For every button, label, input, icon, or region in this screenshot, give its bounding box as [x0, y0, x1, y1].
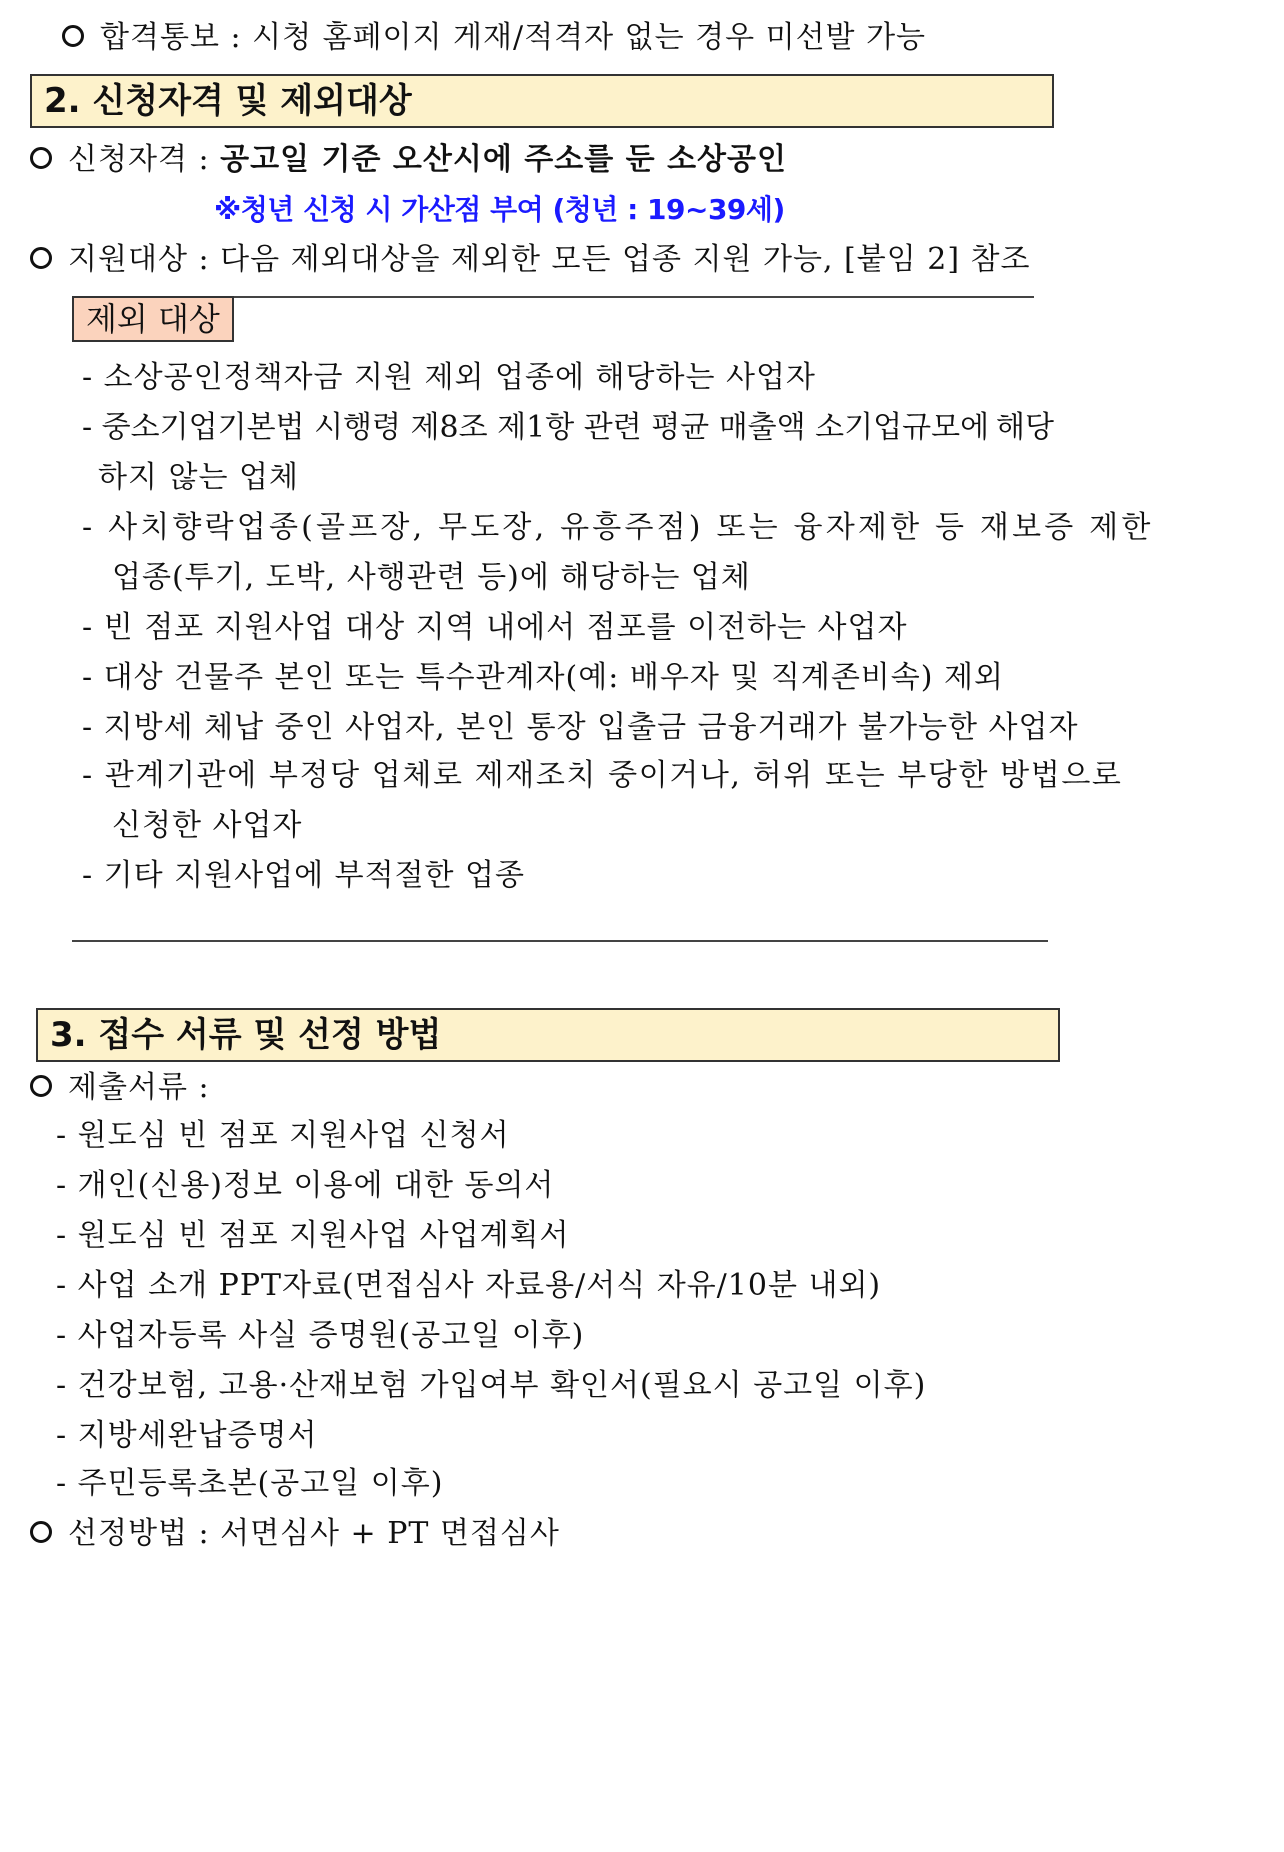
exclusion-item: - 지방세 체납 중인 사업자, 본인 통장 입출금 금융거래가 불가능한 사업자 — [82, 710, 1079, 745]
exclusion-item-continuation: 신청한 사업자 — [112, 808, 303, 843]
documents-label: 제출서류 : — [68, 1070, 210, 1105]
notice-line — [62, 18, 926, 58]
section-3-title: 3. 접수 서류 및 선정 방법 — [50, 1015, 442, 1055]
document-item: - 원도심 빈 점포 지원사업 사업계획서 — [56, 1218, 570, 1253]
eligibility-label: 신청자격 : — [68, 142, 221, 177]
document-item: - 개인(신용)정보 이용에 대한 동의서 — [56, 1168, 555, 1203]
notice-text: 합격통보 : 시청 홈페이지 게재/적격자 없는 경우 미선발 가능 — [100, 20, 927, 55]
exclusion-bottom-rule — [72, 940, 1048, 942]
exclusion-item: - 대상 건물주 본인 또는 특수관계자(예: 배우자 및 직계존비속) 제외 — [82, 660, 1004, 695]
section-2-header — [30, 74, 1054, 128]
document-item: - 원도심 빈 점포 지원사업 신청서 — [56, 1118, 510, 1153]
section-3-header — [36, 1008, 1060, 1062]
exclusion-item: - 소상공인정책자금 지원 제외 업종에 해당하는 사업자 — [82, 360, 816, 395]
section-2-title: 2. 신청자격 및 제외대상 — [44, 81, 412, 121]
circle-bullet-icon — [30, 1075, 52, 1097]
exclusion-item-continuation: 업종(투기, 도박, 사행관련 등)에 해당하는 업체 — [112, 560, 751, 595]
exclusion-item: - 빈 점포 지원사업 대상 지역 내에서 점포를 이전하는 사업자 — [82, 610, 908, 645]
circle-bullet-icon — [62, 25, 84, 47]
exclusion-item: - 기타 지원사업에 부적절한 업종 — [82, 858, 526, 893]
document-item: - 사업 소개 PPT자료(면접심사 자료용/서식 자유/10분 내외) — [56, 1268, 882, 1303]
exclusion-item: - 사치향락업종(골프장, 무도장, 유흥주점) 또는 융자제한 등 재보증 제한 — [82, 510, 1154, 545]
youth-bonus-note: ※청년 신청 시 가산점 부여 (청년 : 19~39세) — [214, 193, 785, 226]
circle-bullet-icon — [30, 1521, 52, 1543]
selection-method-line — [30, 1514, 560, 1554]
circle-bullet-icon — [30, 247, 52, 269]
eligibility-line — [30, 140, 787, 180]
circle-bullet-icon — [30, 147, 52, 169]
document-item: - 지방세완납증명서 — [56, 1418, 318, 1453]
documents-label-line — [30, 1068, 210, 1108]
exclusion-item-continuation: 하지 않는 업체 — [98, 460, 299, 495]
eligibility-value: 공고일 기준 오산시에 주소를 둔 소상공인 — [220, 142, 787, 177]
support-target-line — [30, 240, 1031, 280]
exclusion-item-text: - 중소기업기본법 시행령 제8조 제1항 관련 평균 매출액 소기업규모에 — [82, 410, 990, 445]
document-item: - 사업자등록 사실 증명원(공고일 이후) — [56, 1318, 585, 1353]
exclusion-item-text: 해당 — [996, 410, 1054, 445]
exclusion-item: - 관계기관에 부정당 업체로 제재조치 중이거나, 허위 또는 부당한 방법으로 — [82, 758, 1123, 793]
document-item: - 건강보험, 고용·산재보험 가입여부 확인서(필요시 공고일 이후) — [56, 1368, 927, 1403]
support-target-text: 지원대상 : 다음 제외대상을 제외한 모든 업종 지원 가능, [붙임 2] 참조 — [68, 242, 1031, 277]
exclusion-item — [82, 408, 1054, 448]
document-item: - 주민등록초본(공고일 이후) — [56, 1466, 444, 1501]
exclusion-tag: 제외 대상 — [72, 296, 234, 342]
selection-method-text: 선정방법 : 서면심사 + PT 면접심사 — [68, 1516, 560, 1551]
